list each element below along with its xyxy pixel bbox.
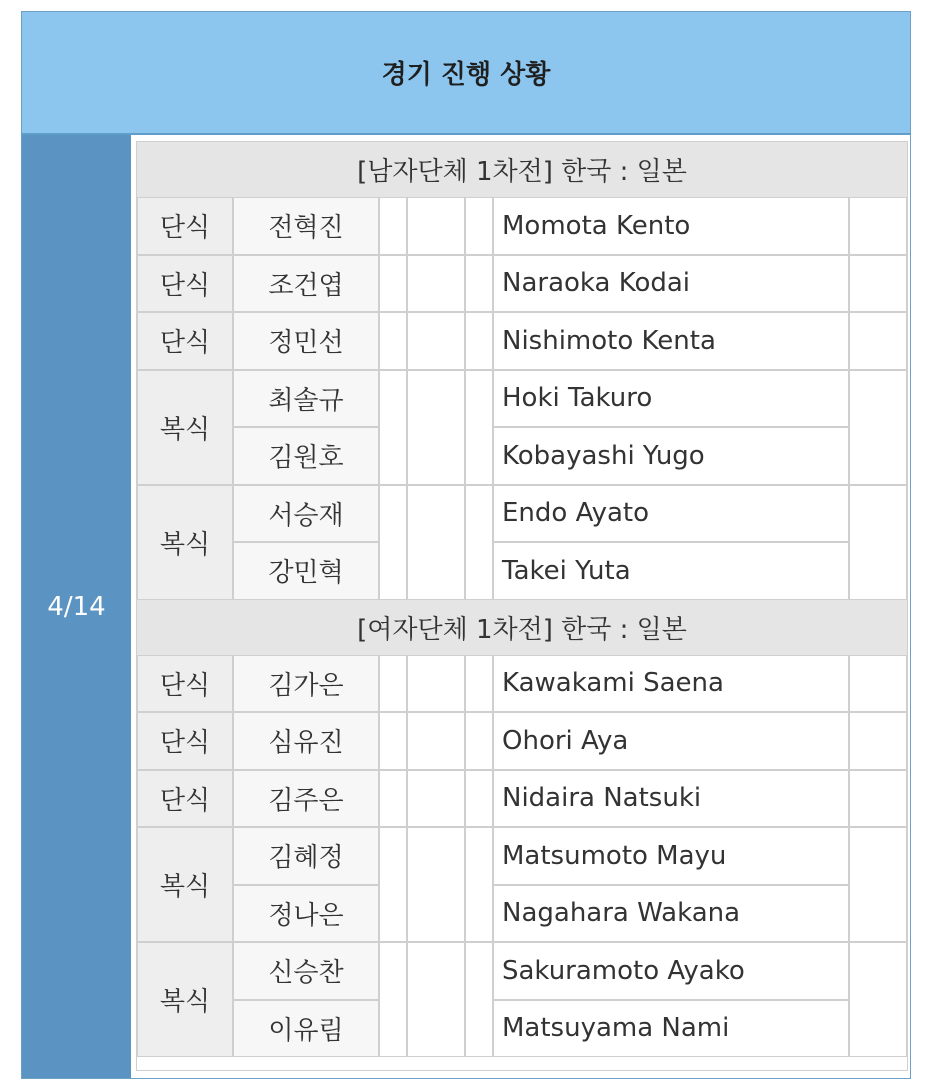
- score-cell-korea: [379, 312, 407, 370]
- score-cell-result: [407, 255, 465, 313]
- result-cell: [849, 942, 907, 1057]
- japan-player: Hoki Takuro: [493, 370, 849, 428]
- score-cell-japan: [465, 485, 493, 600]
- korea-player: 서승재: [233, 485, 379, 543]
- japan-player: Matsumoto Mayu: [493, 827, 849, 885]
- korea-player: 이유림: [233, 1000, 379, 1058]
- section-title: [여자단체 1차전] 한국 : 일본: [137, 600, 907, 655]
- japan-player: Naraoka Kodai: [493, 255, 849, 313]
- match-type: 복식: [137, 827, 233, 942]
- match-type: 단식: [137, 655, 233, 713]
- match-type: 복식: [137, 942, 233, 1057]
- score-cell-result: [407, 770, 465, 828]
- score-cell-korea: [379, 942, 407, 1057]
- result-cell: [849, 770, 907, 828]
- score-cell-japan: [465, 312, 493, 370]
- score-cell-result: [407, 655, 465, 713]
- score-cell-korea: [379, 655, 407, 713]
- match-type: 복식: [137, 370, 233, 485]
- score-cell-japan: [465, 655, 493, 713]
- korea-player: 김주은: [233, 770, 379, 828]
- korea-player: 김원호: [233, 427, 379, 485]
- score-cell-korea: [379, 827, 407, 942]
- result-cell: [849, 712, 907, 770]
- score-cell-korea: [379, 255, 407, 313]
- korea-player: 강민혁: [233, 542, 379, 600]
- score-cell-korea: [379, 770, 407, 828]
- section-title: [남자단체 1차전] 한국 : 일본: [137, 142, 907, 197]
- korea-player: 심유진: [233, 712, 379, 770]
- result-cell: [849, 255, 907, 313]
- japan-player: Nidaira Natsuki: [493, 770, 849, 828]
- score-cell-result: [407, 942, 465, 1057]
- score-cell-result: [407, 370, 465, 485]
- japan-player: Nishimoto Kenta: [493, 312, 849, 370]
- score-cell-result: [407, 312, 465, 370]
- score-cell-result: [407, 827, 465, 942]
- score-cell-result: [407, 197, 465, 255]
- japan-player: Momota Kento: [493, 197, 849, 255]
- japan-player: Sakuramoto Ayako: [493, 942, 849, 1000]
- score-cell-japan: [465, 255, 493, 313]
- japan-player: Kobayashi Yugo: [493, 427, 849, 485]
- result-cell: [849, 370, 907, 485]
- korea-player: 조건엽: [233, 255, 379, 313]
- match-date: 4/14: [22, 135, 131, 1078]
- korea-player: 신승찬: [233, 942, 379, 1000]
- score-cell-japan: [465, 197, 493, 255]
- score-cell-japan: [465, 770, 493, 828]
- result-cell: [849, 485, 907, 600]
- result-cell: [849, 655, 907, 713]
- japan-player: Matsuyama Nami: [493, 1000, 849, 1058]
- japan-player: Takei Yuta: [493, 542, 849, 600]
- result-cell: [849, 312, 907, 370]
- match-type: 단식: [137, 312, 233, 370]
- score-cell-korea: [379, 712, 407, 770]
- japan-player: Nagahara Wakana: [493, 885, 849, 943]
- match-type: 단식: [137, 197, 233, 255]
- result-cell: [849, 827, 907, 942]
- match-content: [131, 135, 910, 1078]
- korea-player: 정나은: [233, 885, 379, 943]
- match-type: 단식: [137, 770, 233, 828]
- result-cell: [849, 197, 907, 255]
- score-cell-japan: [465, 827, 493, 942]
- score-cell-result: [407, 712, 465, 770]
- score-cell-japan: [465, 370, 493, 485]
- match-type: 단식: [137, 255, 233, 313]
- korea-player: 김가은: [233, 655, 379, 713]
- korea-player: 전혁진: [233, 197, 379, 255]
- match-type: 복식: [137, 485, 233, 600]
- japan-player: Kawakami Saena: [493, 655, 849, 713]
- match-table: [136, 141, 908, 1071]
- korea-player: 최솔규: [233, 370, 379, 428]
- score-cell-result: [407, 485, 465, 600]
- japan-player: Ohori Aya: [493, 712, 849, 770]
- score-cell-japan: [465, 942, 493, 1057]
- korea-player: 정민선: [233, 312, 379, 370]
- score-cell-korea: [379, 197, 407, 255]
- score-cell-korea: [379, 370, 407, 485]
- japan-player: Endo Ayato: [493, 485, 849, 543]
- match-type: 단식: [137, 712, 233, 770]
- panel-title: 경기 진행 상황: [22, 12, 910, 135]
- score-cell-korea: [379, 485, 407, 600]
- korea-player: 김혜정: [233, 827, 379, 885]
- score-cell-japan: [465, 712, 493, 770]
- match-status-panel: [21, 11, 911, 1079]
